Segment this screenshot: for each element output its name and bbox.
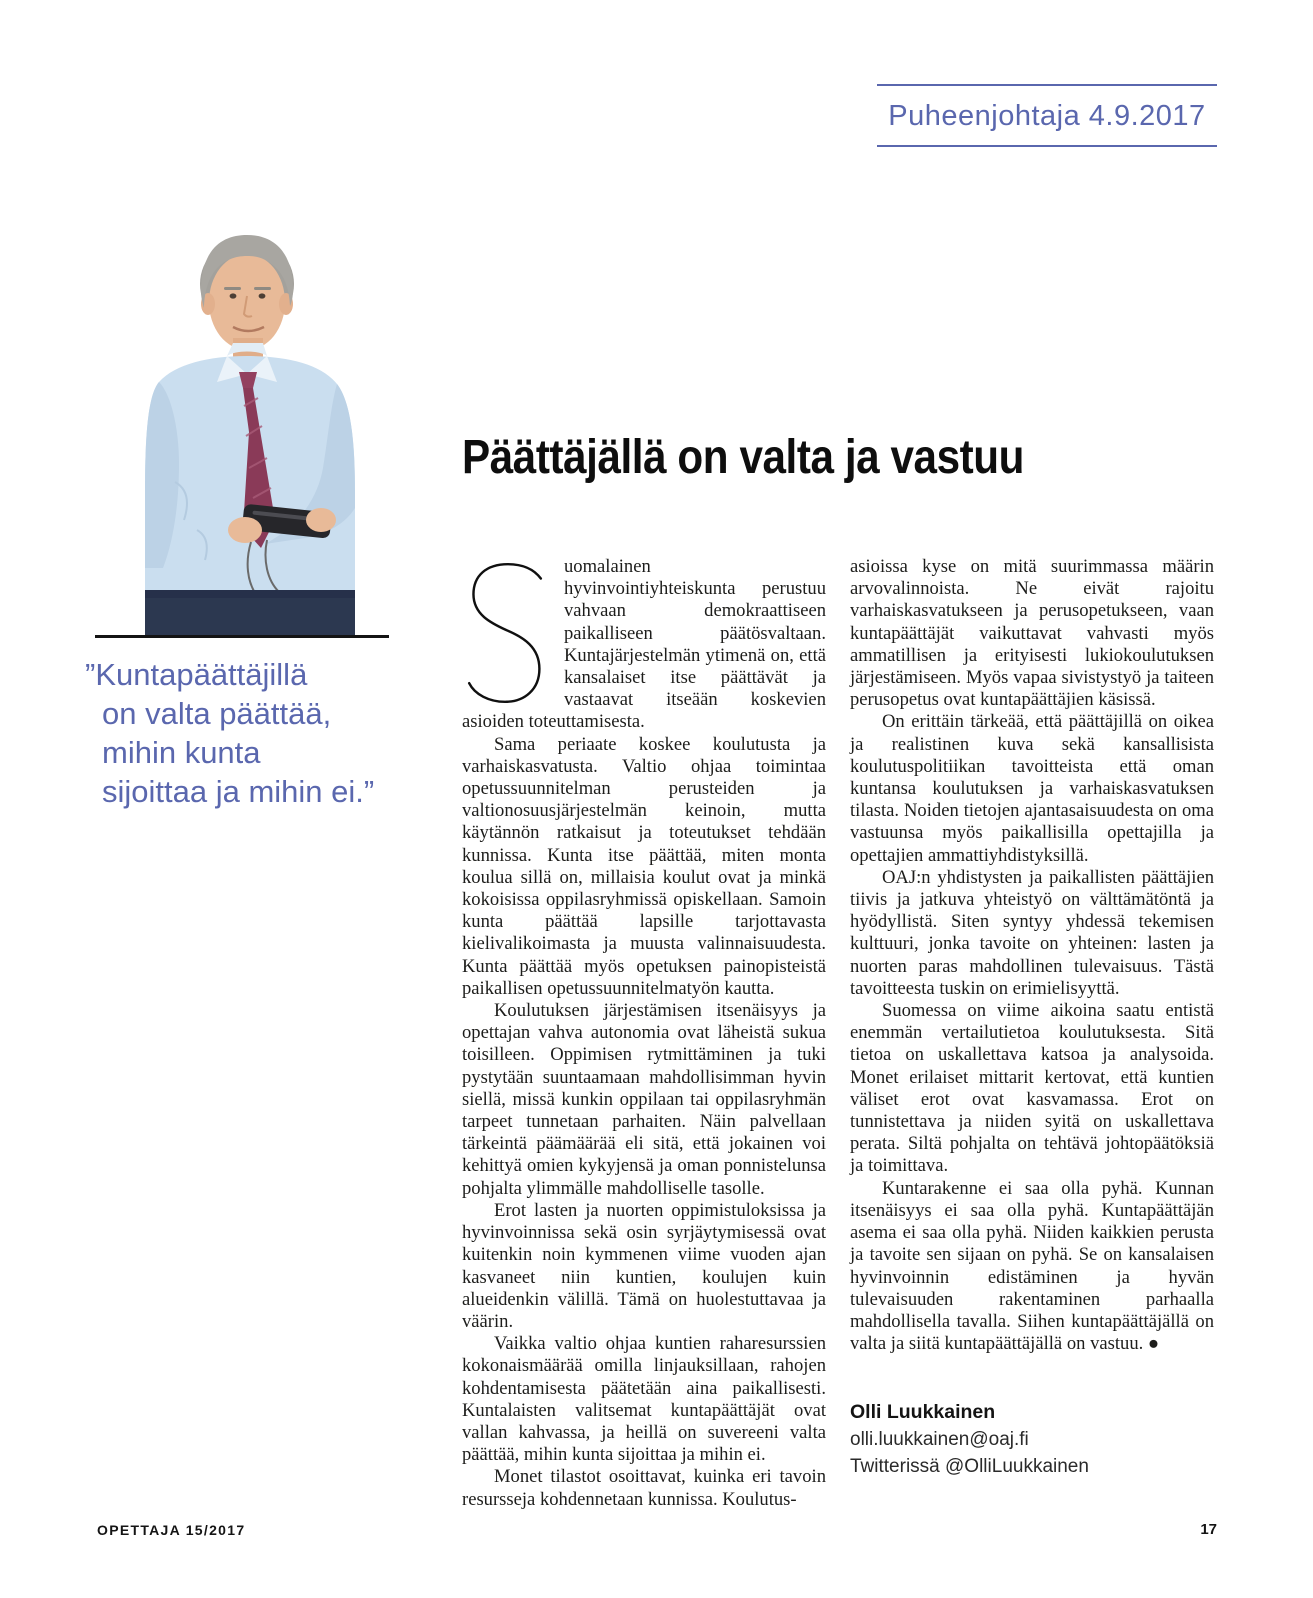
body-column-1 — [462, 556, 826, 1511]
hand-right — [306, 508, 336, 532]
pull-quote-line: on valta päättää, — [102, 696, 332, 731]
body-column-2 — [850, 556, 1214, 1511]
article-paragraph: Kuntarakenne ei saa olla pyhä. Kunnan itsenäisyys ei saa olla pyhä. Kuntapäättäjän asema ei saa olla pyhä. Niiden kaikkien perusta ja tavoite sen sijaan on pyhä. Se on kansalaisen hyvinvoinnin edistäminen ja hyvän tulevaisuuden rakentaminen parhaalla mahdollisella tavalla. Siihen kuntapäättäjällä on valta ja siitä kuntapäättäjällä on vastuu. ● — [850, 1177, 1214, 1355]
pull-quote — [85, 655, 407, 811]
eye-right — [259, 293, 266, 298]
article-paragraph: Koulutuksen järjestämisen itsenäisyys ja opettajan vahva autonomia ovat läheistä sukua toisilleen. Oppimisen rytmittäminen ja tuki pystytään suuntaamaan mahdollisimman hyvin siellä, missä kunkin oppilaan tai oppilasryhmän tarpeet tunnetaan parhaiten. Näin palvellaan tärkeintä päämäärää eli sitä, että jokainen voi kehittyä omien kykyjensä ja oman ponnistelunsa pohjalta ylimmälle mahdolliselle tasolle. — [462, 1000, 826, 1199]
column-date-label: Puheenjohtaja 4.9.2017 — [888, 100, 1206, 132]
brow-left — [224, 287, 241, 290]
article-paragraph: Erot lasten ja nuorten oppimistuloksissa ja hyvinvoinnissa sekä osin syrjäytymisessä ovat kuitenkin noin kymmenen viime vuoden ajan kasvaneet niin kuntien, koulujen kuin alueidenkin välillä. Tämä on huolestuttavaa ja väärin. — [462, 1199, 826, 1332]
brow-right — [254, 287, 271, 290]
article-title: Päättäjällä on valta ja vastuu — [462, 431, 1024, 484]
author-name: Olli Luukkainen — [850, 1401, 996, 1424]
author-email: olli.luukkainen@oaj.fi — [850, 1429, 1029, 1451]
pull-quote-line: mihin kunta — [102, 735, 261, 770]
trousers-shape — [145, 598, 355, 636]
article-paragraph: asioissa kyse on mitä suurimmassa määrin arvovalinnoista. Ne eivät rajoitu varhaiskasvatukseen ja perusopetukseen, vaan kuntapäättäjät vaikuttavat vahvasti myös ammatillisen ja erityisesti lukiokoulutuksen järjestämiseen. Myös vapaa sivistystyö ja taiteen perusopetus ovat kuntapäättäjien käsissä. — [850, 556, 1214, 711]
article-paragraph: OAJ:n yhdistysten ja paikallisten päättäjien tiivis ja jatkuva yhteistyö on välttämätöntä ja hyödyllistä. Siten syntyy yhdessä tekemisen kulttuuri, jonka tavoite on yhteinen: lasten ja nuorten paras mahdollinen tulevaisuus. Tästä tavoitteesta tuskin on erimielisyyttä. — [850, 866, 1214, 999]
page-number: 17 — [1200, 1521, 1217, 1538]
dropcap-s — [462, 560, 548, 706]
pull-quote-line: ”Kuntapäättäjillä — [85, 657, 308, 692]
portrait-photo — [105, 230, 390, 636]
pull-quote-line: sijoittaa ja mihin ei.” — [102, 774, 375, 809]
article-body — [462, 556, 1214, 1511]
photo-divider-rule — [95, 635, 389, 638]
eye-left — [230, 293, 237, 298]
dropcap-path — [469, 564, 541, 702]
magazine-issue-label: OPETTAJA 15/2017 — [97, 1522, 246, 1538]
column-header — [877, 84, 1217, 147]
article-paragraph: uomalainen hyvinvointiyhteiskunta perustuu vahvaan demokraattiseen paikalliseen päätösvaltaan. Kuntajärjestelmän ytimenä on, että kansalaiset itse päättävät ja vastaavat itseään koskevien asioiden toteuttamisesta. — [462, 556, 826, 733]
article-paragraph: Sama periaate koskee koulutusta ja varhaiskasvatusta. Valtio ohjaa toimintaa opetussuunnitelman perusteiden ja valtionosuusjärjestelmän keinoin, mutta käytännön ratkaisut ja toteutukset tehdään kunnissa. Kunta itse päättää, miten monta koulua sillä on, millaisia koulut ovat ja minkä kokoisissa oppilasryhmissä opiskellaan. Samoin kunta päättää lapsille tarjottavasta kielivalikoimasta ja muusta valinnaisuudesta. Kunta päättää myös opetuksen painopisteistä paikallisen opetussuunnitelmatyön kautta. — [462, 733, 826, 999]
author-signature — [850, 1399, 1214, 1480]
article-paragraph: On erittäin tärkeää, että päättäjillä on oikea ja realistinen kuva sekä kansallisista koulutuspolitiikan tavoitteista että oman kuntansa koulutuksen ja varhaiskasvatuksen tilasta. Noiden tietojen ajantasaisuudesta on oma vastuunsa myös paikallisilla opettajilla ja opettajien ammattiyhdistyksillä. — [850, 711, 1214, 866]
article-paragraph: Suomessa on viime aikoina saatu entistä enemmän vertailutietoa koulutuksesta. Sitä tietoa on uskallettava katsoa ja analysoida. Monet erilaiset mittarit kertovat, että kuntien väliset erot ovat kasvamassa. Erot on tunnistettava ja niiden syitä on uskallettava perata. Siltä pohjalta on tehtävä johtopäätöksiä ja toimittava. — [850, 1000, 1214, 1177]
belt-shape — [145, 590, 355, 599]
hand-left — [228, 517, 262, 543]
article-paragraph: Vaikka valtio ohjaa kuntien raharesurssien kokonaismäärää omilla linjauksillaan, rahojen kohdentamisesta päätetään aina paikallisesti. Kuntalaisten valitsemat kuntapäättäjät ovat vallan kahvassa, ja heillä on suvereeni valta päättää, mihin kunta sijoittaa ja mihin ei. — [462, 1333, 826, 1466]
article-paragraph: Monet tilastot osoittavat, kuinka eri tavoin resursseja kohdennetaan kunnissa. Koulutus- — [462, 1466, 826, 1510]
author-twitter: Twitterissä @OlliLuukkainen — [850, 1456, 1089, 1478]
